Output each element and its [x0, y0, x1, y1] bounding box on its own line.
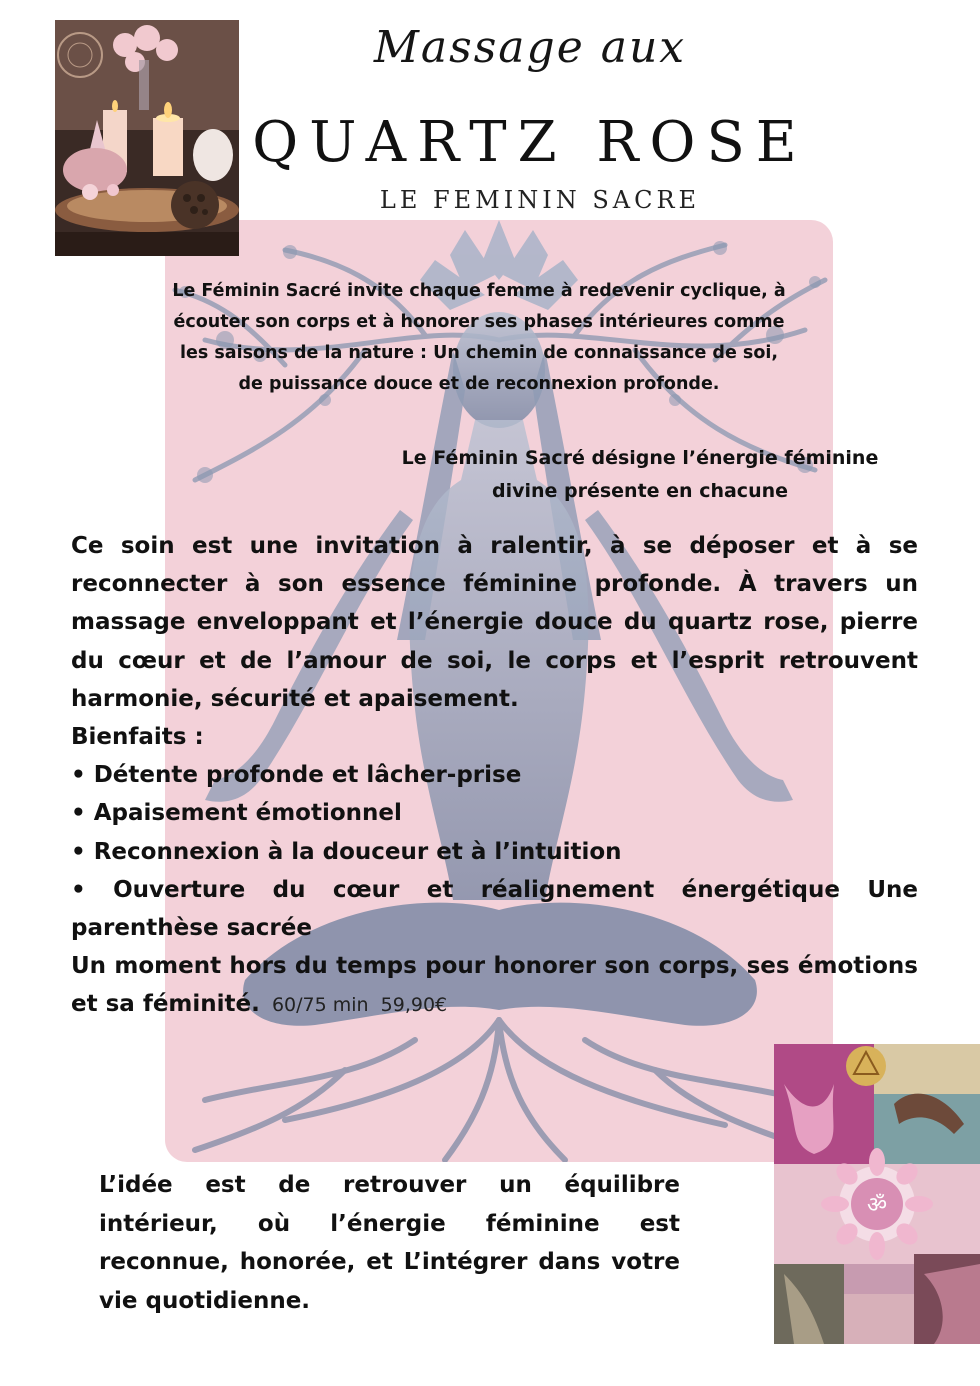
benefit-item: • Apaisement émotionnel — [71, 800, 402, 827]
intro-line: de puissance douce et de reconnexion profonde. — [238, 374, 720, 394]
closing-paragraph: L’idée est de retrouver un équilibre intérieur, où l’énergie féminine est reconnue, honorée, et L’intégrer dans votre vie quotidienne. — [99, 1172, 680, 1314]
definition-line: Le Féminin Sacré désigne l’énergie féminine — [401, 447, 879, 469]
intro-line: Le Féminin Sacré invite chaque femme à redevenir cyclique, à — [172, 281, 786, 301]
definition-paragraph — [345, 442, 935, 508]
candles-crystals-photo — [55, 20, 239, 256]
benefit-item: • Détente profonde et lâcher-prise — [71, 762, 522, 789]
feminine-collage-photo — [774, 1044, 980, 1344]
svg-text:ॐ: ॐ — [866, 1193, 888, 1218]
intro-paragraph — [118, 276, 840, 400]
benefit-item: • Ouverture du cœur et réalignement énergétique Une parenthèse sacrée — [71, 876, 918, 942]
benefits-heading: Bienfaits : — [71, 724, 204, 751]
main-body — [71, 527, 918, 1025]
closing-sentence: Un moment hors du temps pour honorer son corps, ses émotions et sa féminité. — [71, 953, 918, 1018]
closing-sentence-with-price — [71, 947, 918, 1024]
benefit-item: • Reconnexion à la douceur et à l’intuition — [71, 838, 622, 865]
definition-line: divine présente en chacune — [491, 480, 789, 502]
title-massage-aux: Massage aux — [373, 22, 687, 73]
title-quartz-rose: QUARTZ ROSE — [252, 110, 808, 175]
intro-line: les saisons de la nature : Un chemin de connaissance de soi, — [179, 343, 779, 363]
body-paragraph: Ce soin est une invitation à ralentir, à se déposer et à se reconnecter à son essence féminine profonde. À travers un massage enveloppant et l’énergie douce du quartz rose, pierre du cœur et de l’amour de soi, le corps et l’esprit retrouvent harmonie, sécurité et apaisement. — [71, 533, 918, 712]
subtitle-feminin-sacre: LE FEMININ SACRE — [379, 186, 701, 214]
price-duration: 60/75 min 59,90€ — [259, 994, 448, 1017]
intro-line: écouter son corps et à honorer ses phases intérieures comme — [173, 312, 785, 332]
